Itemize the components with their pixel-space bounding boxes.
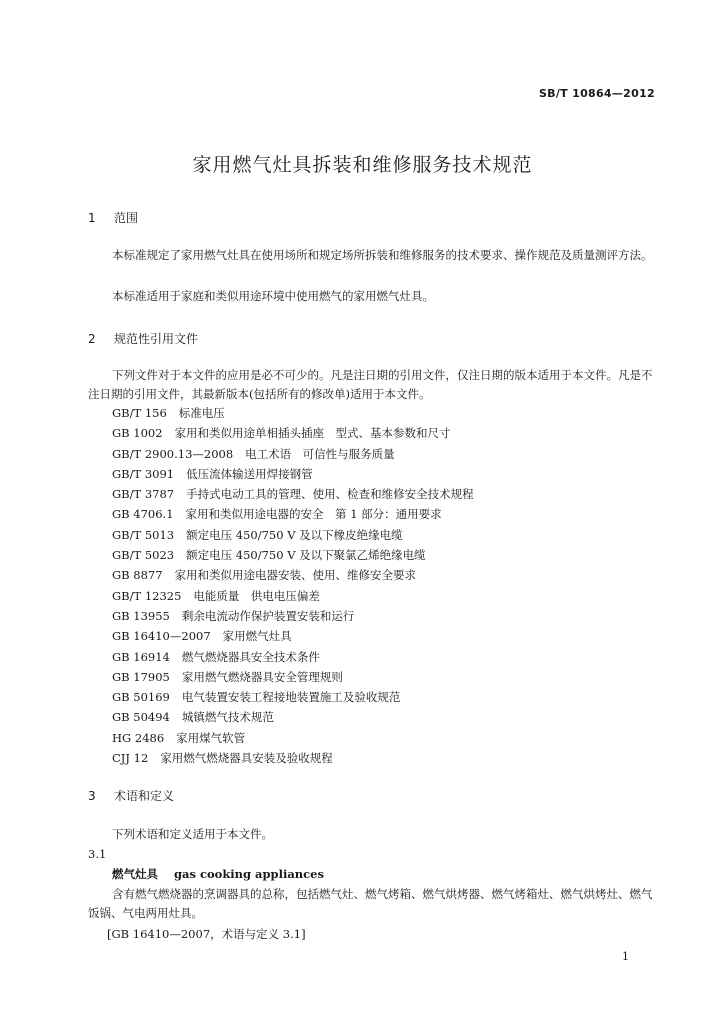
reference-code: GB 16410—2007: [112, 629, 211, 644]
term-heading: [112, 866, 324, 882]
reference-item: [112, 547, 474, 567]
normative-reference-list: [112, 405, 474, 770]
term-definition: 含有燃气燃烧器的烹调器具的总称，包括燃气灶、燃气烤箱、燃气烘烤器、燃气烤箱灶、燃气烘烤灶、燃气饭锅、气电两用灶具。: [88, 887, 653, 920]
reference-title: 标准电压: [178, 406, 225, 420]
reference-code: GB 13955: [112, 608, 170, 623]
reference-title: 家用和类似用途电器的安全 第 1 部分：通用要求: [185, 507, 442, 522]
reference-item: [112, 649, 474, 669]
reference-title: 家用和类似用途电器安装、使用、维修安全要求: [174, 568, 417, 583]
reference-item: [112, 527, 474, 547]
reference-code: GB 1002: [112, 426, 163, 441]
reference-code: GB 50494: [112, 710, 170, 725]
page-number: 1: [622, 950, 629, 963]
reference-code: GB/T 2900.13—2008: [112, 446, 234, 461]
reference-item: [112, 669, 474, 689]
section-number: 1: [88, 211, 96, 225]
reference-code: GB 16914: [112, 649, 170, 664]
reference-title: 低压流体输送用焊接钢管: [186, 466, 313, 481]
reference-title: 家用燃气灶具: [222, 629, 292, 644]
reference-code: HG 2486: [112, 730, 165, 745]
section-title: 规范性引用文件: [114, 332, 199, 346]
reference-title: 手持式电动工具的管理、使用、检查和维修安全技术规程: [186, 487, 474, 502]
reference-item: [112, 750, 474, 770]
section-1-heading: [88, 209, 138, 226]
reference-item: [112, 709, 474, 729]
reference-title: 电工术语 可信性与服务质量: [245, 446, 395, 461]
term-source-citation: [GB 16410—2007，术语与定义 3.1]: [107, 927, 306, 941]
term-chinese: 燃气灶具: [112, 867, 158, 881]
reference-item: [112, 730, 474, 750]
document-title: 家用燃气灶具拆装和维修服务技术规范: [192, 154, 533, 176]
reference-title: 额定电压 450/750 V 及以下橡皮绝缘电缆: [186, 527, 403, 542]
reference-title: 家用和类似用途单相插头插座 型式、基本参数和尺寸: [174, 426, 451, 441]
reference-title: 家用煤气软管: [176, 730, 246, 745]
term-english: gas cooking appliances: [174, 867, 324, 881]
reference-title: 额定电压 450/750 V 及以下聚氯乙烯绝缘电缆: [186, 548, 426, 563]
reference-item: [112, 608, 474, 628]
reference-code: GB 50169: [112, 690, 170, 705]
reference-item: [112, 486, 474, 506]
reference-title: 家用燃气燃烧器具安全管理规则: [181, 669, 343, 684]
reference-title: 电能质量 供电电压偏差: [193, 588, 320, 603]
reference-title: 家用燃气燃烧器具安装及验收规程: [160, 751, 333, 766]
reference-code: GB/T 12325: [112, 588, 182, 603]
reference-code: GB/T 5013: [112, 527, 175, 542]
reference-item: [112, 446, 474, 466]
standard-number: SB/T 10864—2012: [538, 87, 655, 100]
reference-code: GB 17905: [112, 669, 170, 684]
scope-paragraph-2: 本标准适用于家庭和类似用途环境中使用燃气的家用燃气灶具。: [112, 289, 434, 303]
reference-code: GB/T 156: [112, 406, 167, 420]
reference-title: 燃气燃烧器具安全技术条件: [181, 649, 320, 664]
reference-title: 剩余电流动作保护装置安装和运行: [181, 608, 355, 623]
reference-item: [112, 567, 474, 587]
scope-paragraph-1: 本标准规定了家用燃气灶具在使用场所和规定场所拆装和维修服务的技术要求、操作规范及质量测评方法。: [112, 248, 653, 262]
reference-code: GB/T 3787: [112, 487, 175, 502]
section-2-heading: [88, 330, 198, 347]
section-number: 2: [88, 332, 96, 346]
section-3-heading: [88, 787, 174, 804]
reference-code: CJJ 12: [112, 751, 149, 766]
reference-item: [112, 689, 474, 709]
reference-code: GB/T 5023: [112, 548, 175, 563]
terms-intro-paragraph: 下列术语和定义适用于本文件。: [112, 827, 273, 841]
section-title: 术语和定义: [114, 789, 175, 803]
reference-title: 城镇燃气技术规范: [181, 710, 274, 725]
reference-item: [112, 628, 474, 648]
reference-code: GB 4706.1: [112, 507, 174, 522]
reference-item: [112, 466, 474, 486]
term-number: 3.1: [88, 847, 107, 861]
reference-title: 电气装置安装工程接地装置施工及验收规范: [181, 690, 401, 705]
reference-code: GB/T 3091: [112, 466, 175, 481]
reference-item: [112, 405, 474, 425]
reference-item: [112, 506, 474, 526]
section-number: 3: [88, 789, 96, 803]
section-title: 范围: [114, 211, 139, 225]
reference-item: [112, 588, 474, 608]
reference-item: [112, 425, 474, 445]
normative-intro-paragraph: 下列文件对于本文件的应用是必不可少的。凡是注日期的引用文件，仅注日期的版本适用于本文件。凡是不注日期的引用文件，其最新版本(包括所有的修改单)适用于本文件。: [88, 368, 653, 401]
reference-code: GB 8877: [112, 568, 163, 583]
